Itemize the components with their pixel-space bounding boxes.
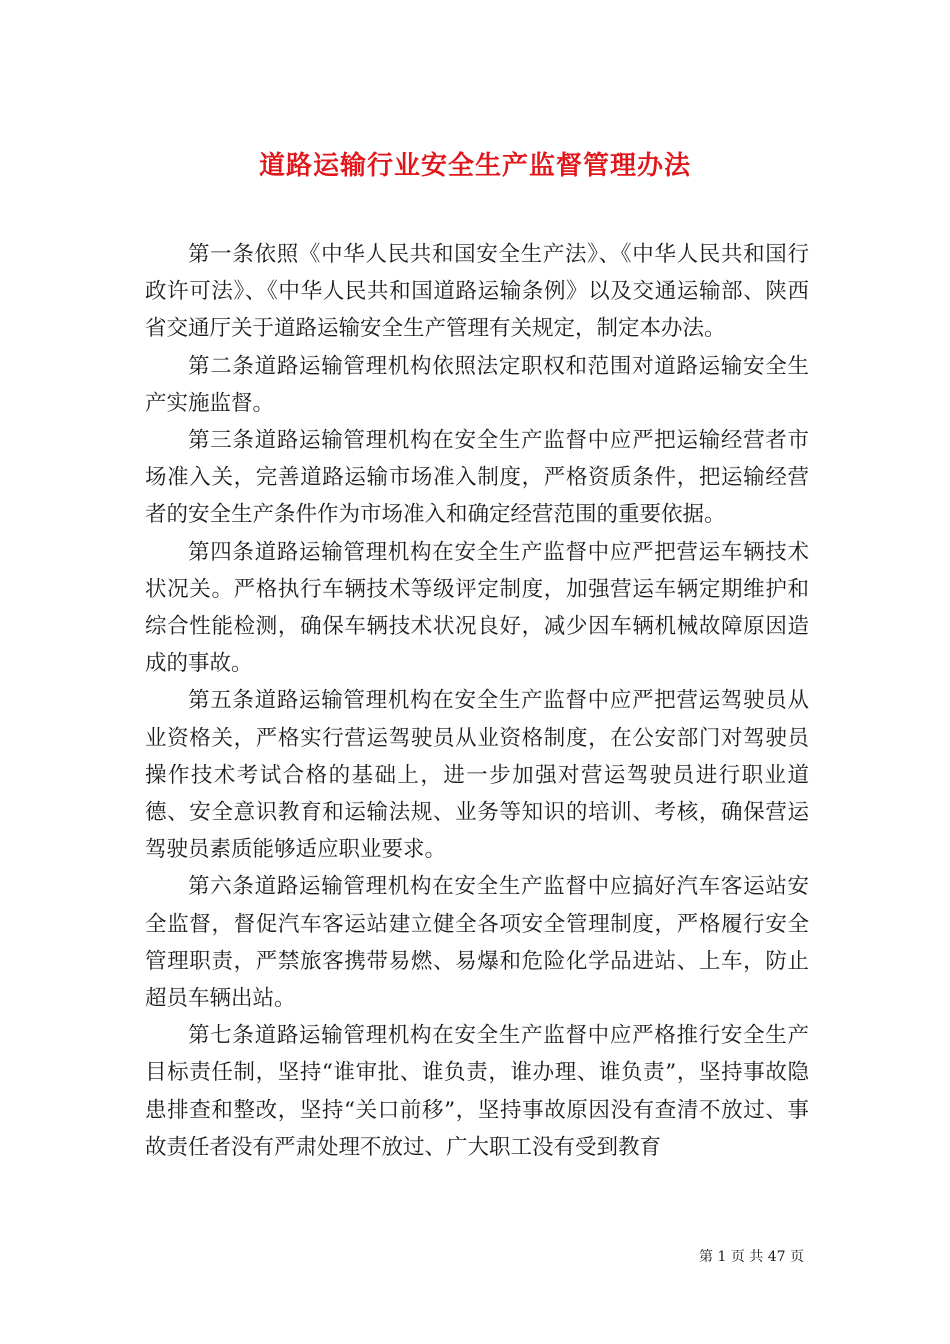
- paragraph-article-1: 第一条依照《中华人民共和国安全生产法》、《中华人民共和国行政许可法》、《中华人民共和国道路运输条例》以及交通运输部、陕西省交通厅关于道路运输安全生产管理有关规定，制定本办法。: [145, 242, 809, 342]
- paragraph-article-5: 第五条道路运输管理机构在安全生产监督中应严把营运驾驶员从业资格关，严格实行营运驾驶员从业资格制度，在公安部门对驾驶员操作技术考试合格的基础上，进一步加强对营运驾驶员进行职业道德、安全意识教育和运输法规、业务等知识的培训、考核，确保营运驾驶员素质能够适应职业要求。: [145, 688, 809, 863]
- document-title: 道路运输行业安全生产监督管理办法: [258, 151, 691, 182]
- document-body: [145, 236, 809, 1166]
- paragraph-article-3: 第三条道路运输管理机构在安全生产监督中应严把运输经营者市场准入关，完善道路运输市场准入制度，严格资质条件，把运输经营者的安全生产条件作为市场准入和确定经营范围的重要依据。: [145, 428, 809, 528]
- paragraph-article-4: 第四条道路运输管理机构在安全生产监督中应严把营运车辆技术状况关。严格执行车辆技术等级评定制度，加强营运车辆定期维护和综合性能检测，确保车辆技术状况良好，减少因车辆机械故障原因造成的事故。: [145, 539, 809, 677]
- paragraph-article-6: 第六条道路运输管理机构在安全生产监督中应搞好汽车客运站安全监督，督促汽车客运站建立健全各项安全管理制度，严格履行安全管理职责，严禁旅客携带易燃、易爆和危险化学品进站、上车，防止超员车辆出站。: [145, 874, 809, 1012]
- page-number-footer: 第 1 页 共 47 页: [699, 1249, 804, 1265]
- paragraph-article-2: 第二条道路运输管理机构依照法定职权和范围对道路运输安全生产实施监督。: [145, 353, 809, 416]
- paragraph-article-7: 第七条道路运输管理机构在安全生产监督中应严格推行安全生产目标责任制，坚持“谁审批、谁负责，谁办理、谁负责”，坚持事故隐患排查和整改，坚持“关口前移”，坚持事故原因没有查清不放过、事故责任者没有严肃处理不放过、广大职工没有受到教育: [145, 1023, 809, 1160]
